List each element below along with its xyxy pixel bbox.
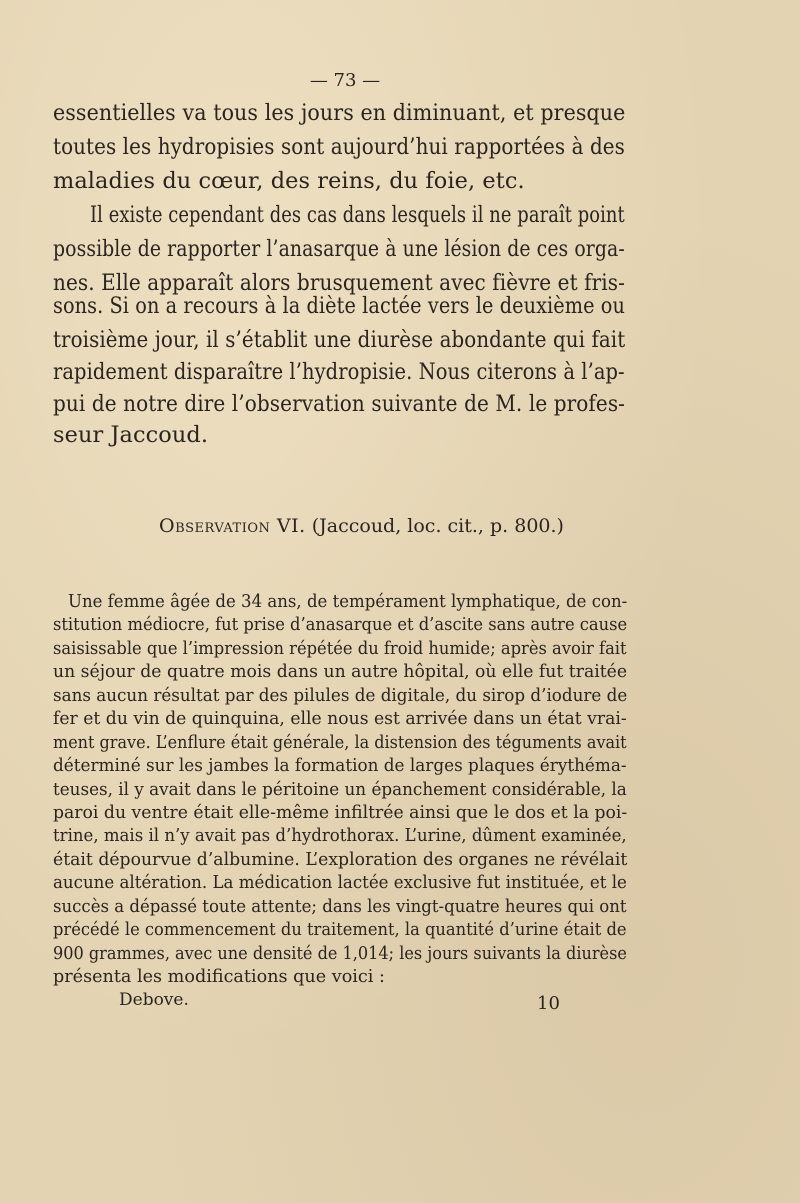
observation-reference: (Jaccoud, loc. cit., p. 800.) bbox=[311, 515, 564, 537]
text-line: pui de notre dire l’observation suivante de M. le profes- bbox=[53, 391, 626, 417]
text-line: un séjour de quatre mois dans un autre hôpital, où elle fut traitée bbox=[53, 662, 628, 682]
observation-heading bbox=[159, 515, 564, 537]
text-line: paroi du ventre était elle-même infiltrée ainsi que le dos et la poi- bbox=[53, 803, 628, 823]
text-line: toutes les hydropisies sont aujourd’hui rapportées à des bbox=[53, 134, 625, 160]
signature-mark: 10 bbox=[537, 993, 560, 1014]
text-line: fer et du vin de quinquina, elle nous est arrivée dans un état vrai- bbox=[53, 709, 627, 729]
text-line: sans aucun résultat par des pilules de digitale, du sirop d’iodure de bbox=[53, 686, 628, 706]
author-footer: Debove. bbox=[119, 990, 189, 1010]
text-line: saisissable que l’impression répétée du froid humide; après avoir fait bbox=[53, 639, 627, 659]
text-line: succès a dépassé toute attente; dans les vingt-quatre heures qui ont bbox=[53, 897, 627, 917]
text-line: Une femme âgée de 34 ans, de tempérament lymphatique, de con- bbox=[68, 592, 628, 612]
text-line: nes. Elle apparaît alors brusquement avec fièvre et fris- bbox=[53, 270, 625, 296]
text-line: stitution médiocre, fut prise d’anasarque et d’ascite sans autre cause bbox=[53, 615, 628, 635]
text-line: sons. Si on a recours à la diète lactée vers le deuxième ou bbox=[53, 293, 625, 319]
text-line: teuses, il y avait dans le péritoine un épanchement considérable, la bbox=[53, 780, 627, 800]
text-line: déterminé sur les jambes la formation de larges plaques érythéma- bbox=[53, 756, 627, 776]
text-line: possible de rapporter l’anasarque à une lésion de ces orga- bbox=[53, 236, 625, 262]
text-line: ment grave. L’enflure était générale, la distension des téguments avait bbox=[53, 733, 627, 753]
text-line: 900 grammes, avec une densité de 1,014; les jours suivants la diurèse bbox=[53, 944, 627, 964]
text-line: précédé le commencement du traitement, la quantité d’urine était de bbox=[53, 920, 627, 940]
text-line: aucune altération. La médication lactée exclusive fut instituée, et le bbox=[53, 873, 627, 893]
text-line: Il existe cependant des cas dans lesquels il ne paraît point bbox=[90, 202, 625, 228]
text-line: maladies du cœur, des reins, du foie, etc. bbox=[53, 168, 525, 194]
text-line: seur Jaccoud. bbox=[53, 422, 209, 448]
text-line: était dépourvue d’albumine. L’exploration des organes ne révélait bbox=[53, 850, 628, 870]
text-line: présenta les modifications que voici : bbox=[53, 967, 385, 987]
observation-label: Observation VI. bbox=[159, 515, 306, 537]
text-line: essentielles va tous les jours en diminuant, et presque bbox=[53, 100, 626, 126]
text-line: troisième jour, il s’établit une diurèse abondante qui fait bbox=[53, 327, 626, 353]
text-line: trine, mais il n’y avait pas d’hydrothorax. L’urine, dûment examinée, bbox=[53, 826, 627, 846]
page-number: — 73 — bbox=[309, 70, 381, 91]
text-line: rapidement disparaître l’hydropisie. Nous citerons à l’ap- bbox=[53, 359, 625, 385]
